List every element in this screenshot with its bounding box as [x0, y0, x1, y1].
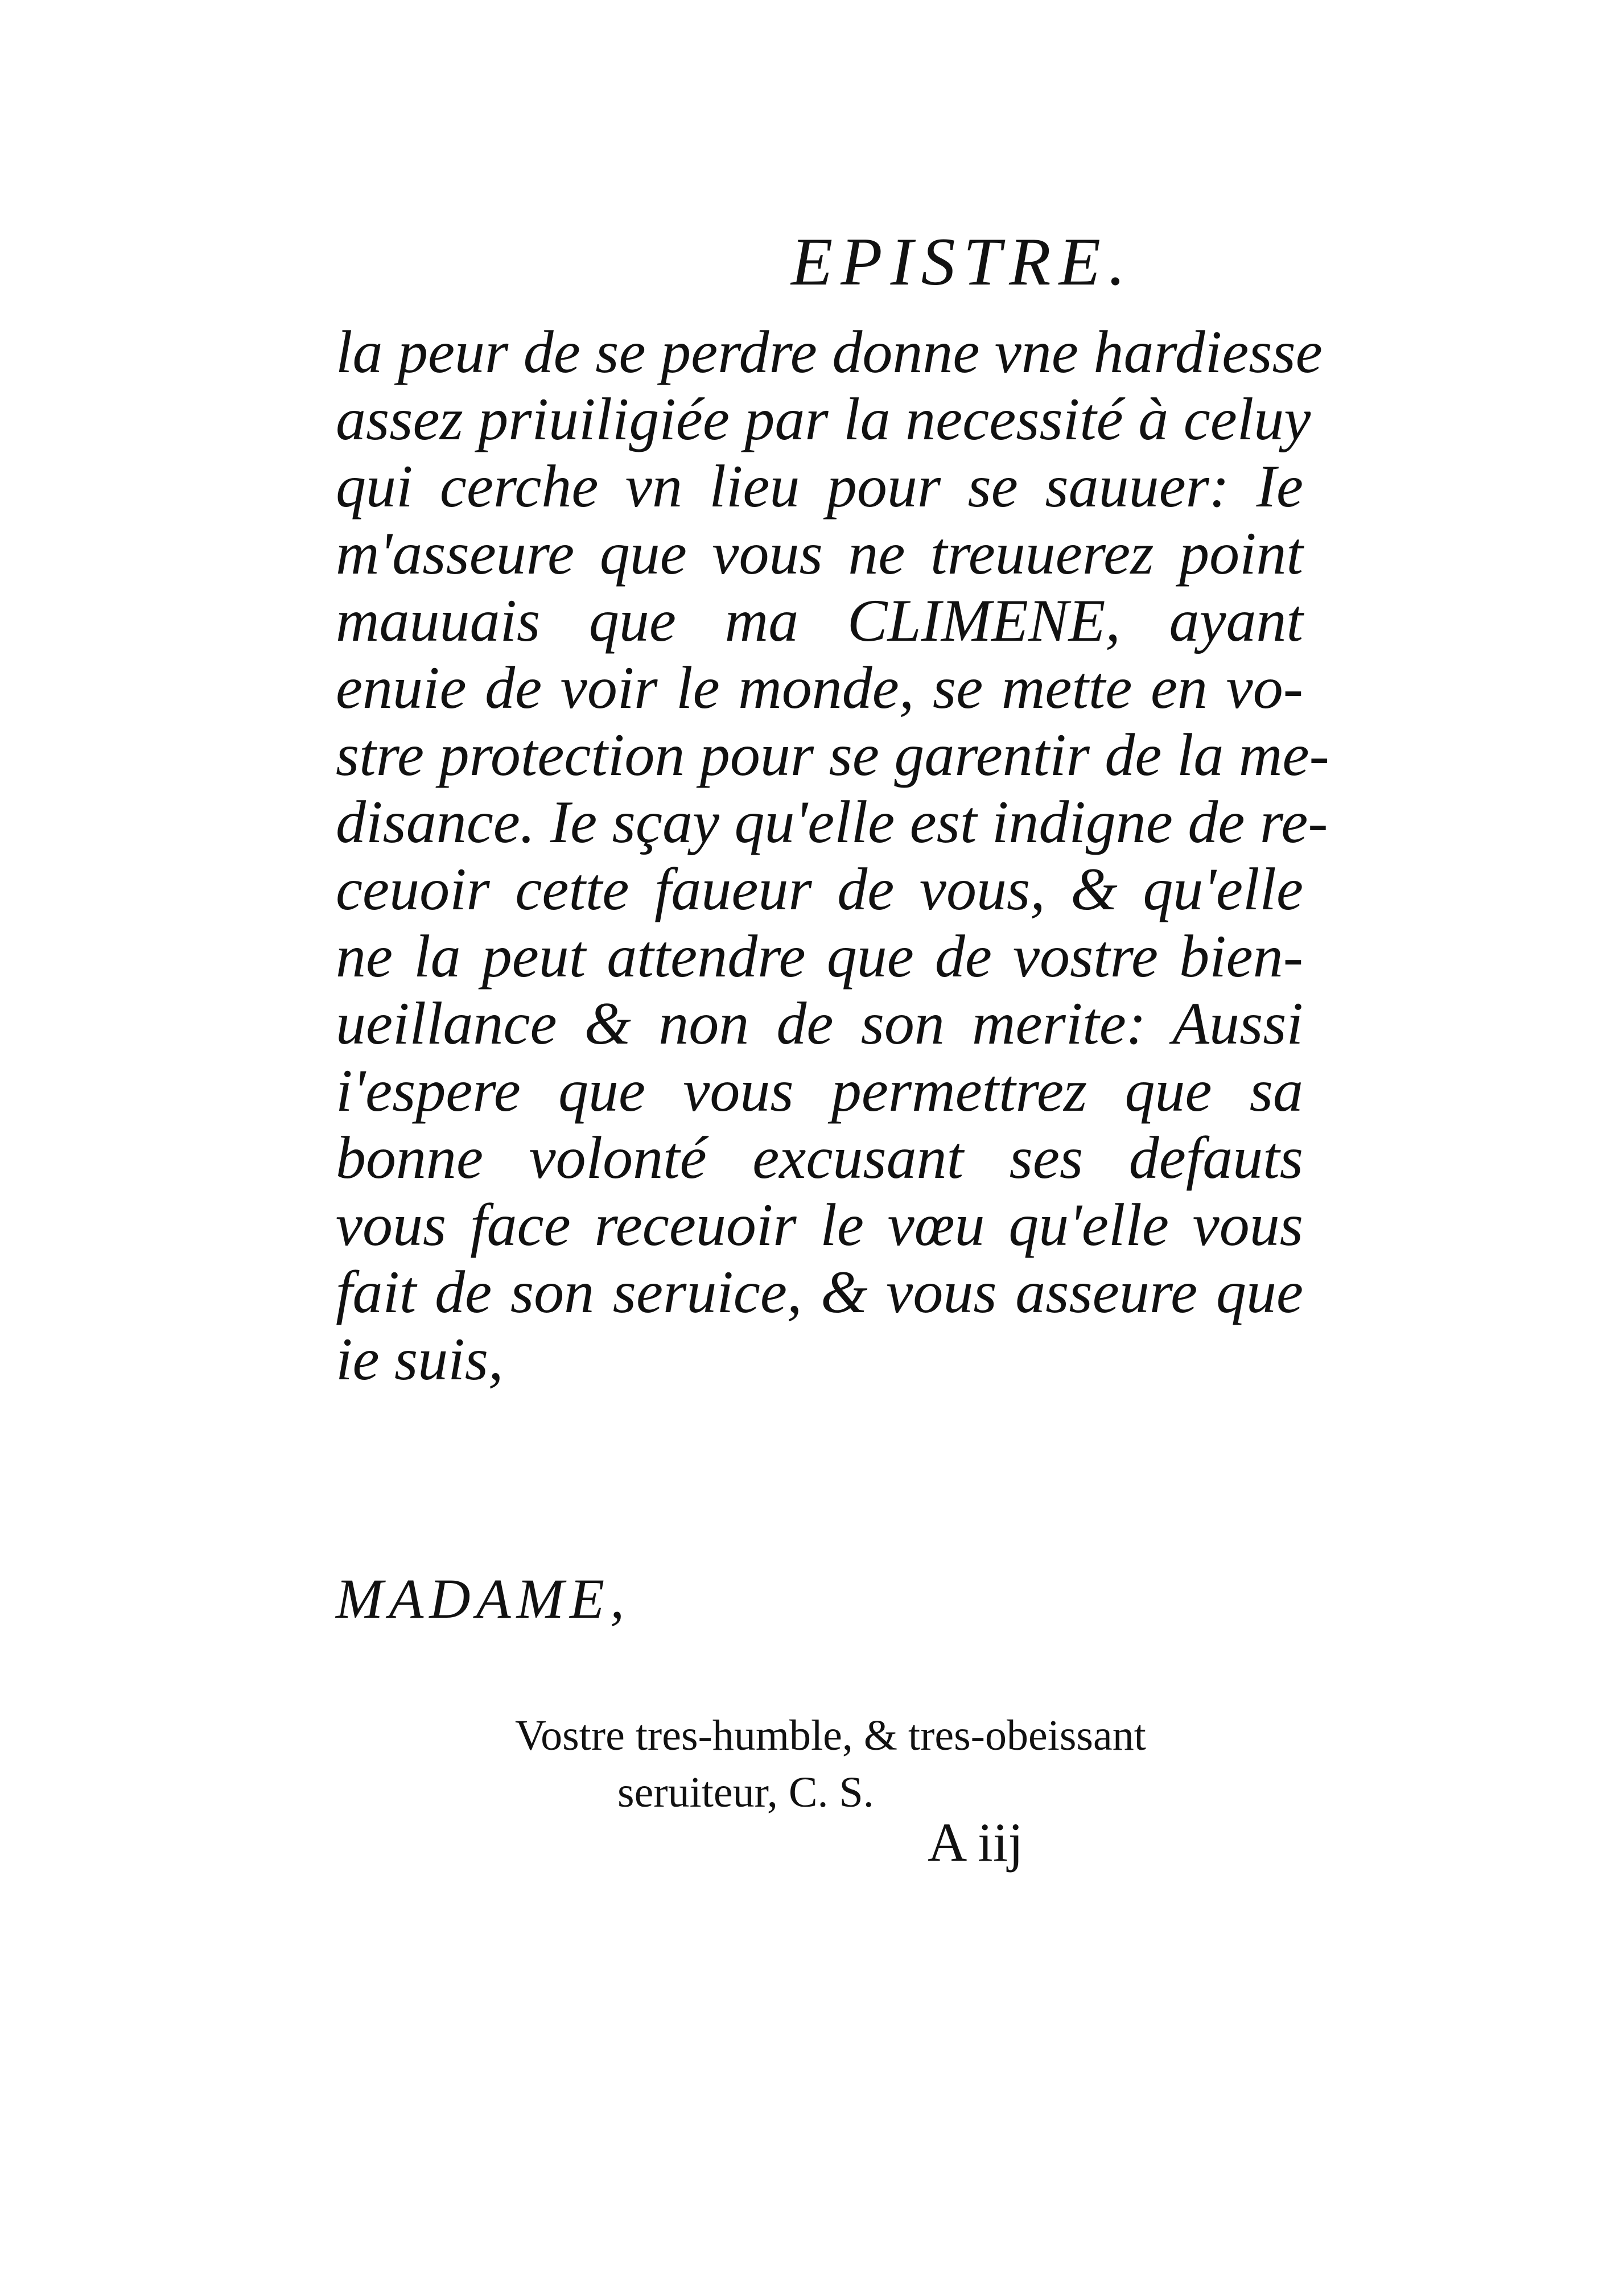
running-head: EPISTRE. [791, 224, 1134, 299]
body-line: fait de son seruice, & vous asseure que [336, 1259, 1303, 1325]
body-line: ceuoir cette faueur de vous, & qu'elle [336, 856, 1303, 922]
signature-block [515, 1707, 1146, 1821]
body-line: ne la peut attendre que de vostre bien- [336, 923, 1303, 990]
body-line: m'asseure que vous ne treuuerez point [336, 520, 1303, 587]
signature-mark: A iij [928, 1812, 1024, 1873]
body-line: mauuais que ma CLIMENE, ayant [336, 587, 1303, 654]
body-line: ie suis, [336, 1326, 504, 1392]
body-line: assez priuiligiée par la necessité à celuy [336, 386, 1311, 452]
body-line: enuie de voir le monde, se mette en vo- [336, 654, 1303, 721]
signature-line: seruiteur, C. S. [617, 1769, 874, 1816]
signature-line: Vostre tres-humble, & tres-obeissant [515, 1712, 1146, 1759]
epistle-body [336, 319, 1329, 1393]
body-line: disance. Ie sçay qu'elle est indigne de re- [336, 789, 1328, 855]
body-line: bonne volonté excusant ses defauts [336, 1124, 1303, 1191]
body-line: i'espere que vous permettrez que sa [336, 1057, 1303, 1124]
body-line: qui cerche vn lieu pour se sauuer: Ie [336, 453, 1303, 520]
body-line: vous face receuoir le vœu qu'elle vous [336, 1192, 1303, 1258]
salutation: MADAME, [336, 1567, 631, 1630]
body-line: ueillance & non de son merite: Aussi [336, 990, 1303, 1057]
body-line: la peur de se perdre donne vne hardiesse [336, 319, 1323, 385]
body-line: stre protection pour se garentir de la me- [336, 722, 1329, 788]
